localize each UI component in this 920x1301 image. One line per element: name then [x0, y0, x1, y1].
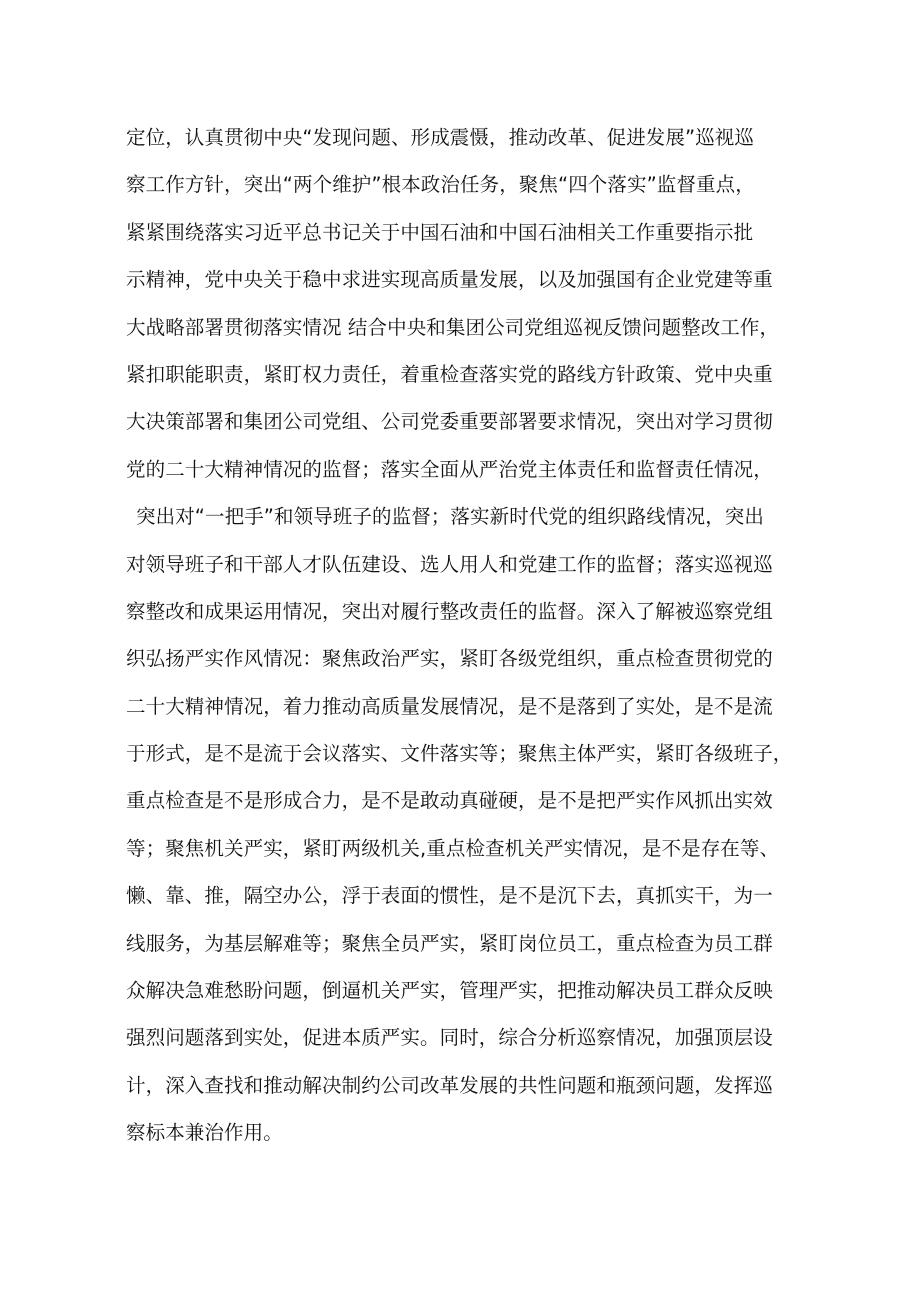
paragraph-line-2: 察工作方针，突出“两个维护”根本政治任务，聚焦“四个落实”监督重点，	[126, 173, 755, 197]
paragraph-line-16: 等；聚焦机关严实，紧盯两级机关,重点检查机关严实情况，是不是存在等、	[126, 836, 780, 860]
paragraph-line-1: 定位，认真贯彻中央“发现问题、形成震慑，推动改革、促进发展”巡视巡	[126, 126, 755, 149]
paragraph-line-19: 众解决急难愁盼问题，倒逼机关严实，管理严实，把推动解决员工群众反映	[126, 979, 773, 1003]
paragraph-line-22: 察标本兼治作用。	[126, 1121, 283, 1145]
paragraph-line-4: 示精神，党中央关于稳中求进实现高质量发展，以及加强国有企业党建等重	[126, 268, 773, 292]
paragraph-line-10: 对领导班子和干部人才队伍建设、选人用人和党建工作的监督；落实巡视巡	[126, 552, 773, 576]
paragraph-line-9: 突出对“一把手”和领导班子的监督；落实新时代党的组织路线情况，突出	[136, 505, 765, 529]
paragraph-line-3: 紧紧围绕落实习近平总书记关于中国石油和中国石油相关工作重要指示批	[126, 220, 754, 244]
paragraph-line-14: 于形式，是不是流于会议落实、文件落实等；聚焦主体严实，紧盯各级班子，	[126, 742, 793, 766]
paragraph-line-6: 紧扣职能职责，紧盯权力责任，着重检查落实党的路线方针政策、党中央重	[126, 362, 773, 386]
paragraph-line-17: 懒、靠、推，隔空办公，浮于表面的惯性，是不是沉下去，真抓实干，为一	[126, 884, 773, 908]
paragraph-line-7: 大决策部署和集团公司党组、公司党委重要部署要求情况，突出对学习贯彻	[126, 410, 773, 434]
paragraph-line-15: 重点检查是不是形成合力，是不是敢动真碰硬，是不是把严实作风抓出实效	[126, 789, 773, 813]
paragraph-line-11: 察整改和成果运用情况，突出对履行整改责任的监督。深入了解被巡察党组	[126, 599, 773, 623]
paragraph-line-5: 大战略部署贯彻落实情况 结合中央和集团公司党组巡视反馈问题整改工作，	[126, 315, 780, 339]
paragraph-line-8: 党的二十大精神情况的监督；落实全面从严治党主体责任和监督责任情况，	[126, 457, 773, 481]
paragraph-line-21: 计，深入查找和推动解决制约公司改革发展的共性问题和瓶颈问题，发挥巡	[126, 1073, 773, 1097]
paragraph-line-20: 强烈问题落到实处，促进本质严实。同时，综合分析巡察情况，加强顶层设	[126, 1026, 773, 1050]
paragraph-line-12: 织弘扬严实作风情况：聚焦政治严实，紧盯各级党组织，重点检查贯彻党的	[126, 647, 773, 671]
paragraph-line-13: 二十大精神情况，着力推动高质量发展情况，是不是落到了实处，是不是流	[126, 694, 773, 718]
body-paragraph	[126, 114, 816, 1157]
paragraph-line-18: 线服务，为基层解难等；聚焦全员严实，紧盯岗位员工，重点检查为员工群	[126, 931, 773, 955]
